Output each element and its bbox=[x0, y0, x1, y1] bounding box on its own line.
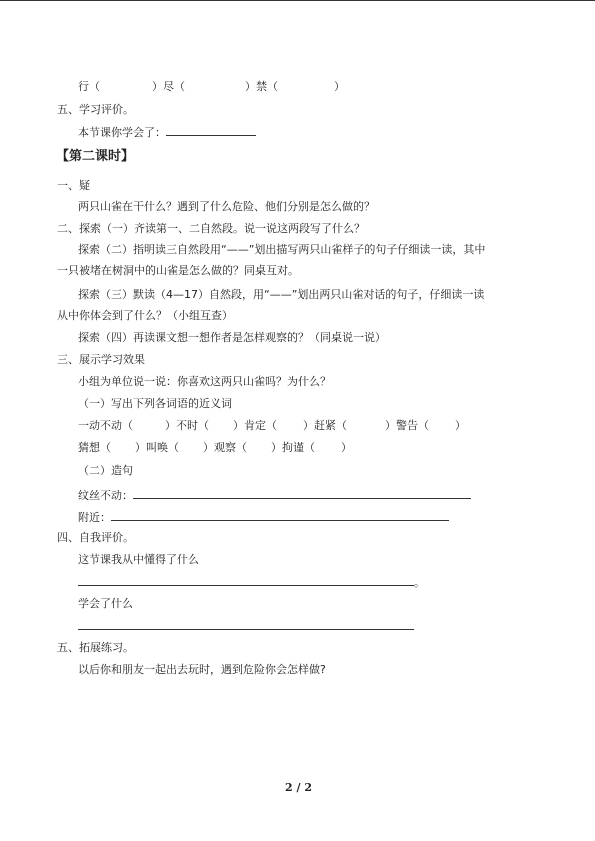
q2-title: 二、探索（一）齐读第一、二自然段。说一说这两段写了什么？ bbox=[57, 222, 365, 235]
explore-three-line1: 探索（三）默读（4—17）自然段，用“——”划出两只山雀对话的句子，仔细读一读 bbox=[78, 288, 485, 301]
sentence-one: 纹丝不动： bbox=[78, 487, 471, 503]
q1-text: 两只山雀在干什么？遇到了什么危险、他们分别是怎么做的？ bbox=[78, 200, 375, 213]
q4-title: 四、自我评价。 bbox=[57, 531, 134, 544]
answer-blank[interactable] bbox=[111, 509, 449, 521]
q1-title: 一、疑 bbox=[57, 179, 90, 192]
synonym-row-1: 一动不动（ ）不时（ ）肯定（ ）赶紧（ ）警告（ ） bbox=[78, 419, 466, 432]
q5-title: 五、拓展练习。 bbox=[57, 641, 134, 654]
section-five-title: 五、学习评价。 bbox=[57, 103, 134, 116]
answer-blank[interactable] bbox=[78, 618, 414, 630]
q4-text: 这节课我从中懂得了什么 bbox=[78, 553, 199, 566]
header-rule bbox=[0, 0, 595, 1]
q5-text: 以后你和朋友一起出去玩时，遇到危险你会怎样做? bbox=[78, 663, 326, 676]
lesson-two-title: 【第二课时】 bbox=[56, 149, 135, 164]
q3-title: 三、展示学习效果 bbox=[57, 353, 145, 366]
sentence-title: （二）造句 bbox=[78, 464, 133, 477]
sentence-two: 附近： bbox=[78, 509, 449, 525]
synonym-title: （一）写出下列各词语的近义词 bbox=[78, 397, 232, 410]
synonym-row-2: 猜想（ ）叫唤（ ）观察（ ）拘谨（ ） bbox=[78, 441, 352, 454]
explore-four: 探索（四）再读课文想一想作者是怎样观察的？（同桌说一说） bbox=[78, 331, 386, 344]
explore-three-line2: 从中你体会到了什么？（小组互查） bbox=[57, 309, 233, 322]
answer-blank[interactable] bbox=[133, 487, 471, 499]
q4-answer-line-2 bbox=[78, 618, 414, 634]
answer-blank[interactable] bbox=[78, 574, 414, 586]
q4-answer-line: 。 bbox=[78, 574, 425, 590]
q3-text: 小组为单位说一说：你喜欢这两只山雀吗？为什么？ bbox=[78, 375, 331, 388]
page-number: 2 / 2 bbox=[285, 781, 312, 794]
explore-two-line1: 探索（二）指明读三自然段用“——”划出描写两只山雀样子的句子仔细读一读，其中 bbox=[78, 243, 486, 256]
lesson-learned-line: 本节课你学会了： bbox=[78, 124, 256, 140]
answer-blank[interactable] bbox=[166, 124, 256, 136]
explore-two-line2: 一只被堵在树洞中的山雀是怎么做的？同桌互对。 bbox=[57, 264, 299, 277]
q4-text-2: 学会了什么 bbox=[78, 597, 133, 610]
fill-row: 行（ ）尽（ ）禁（ ） bbox=[78, 80, 345, 93]
